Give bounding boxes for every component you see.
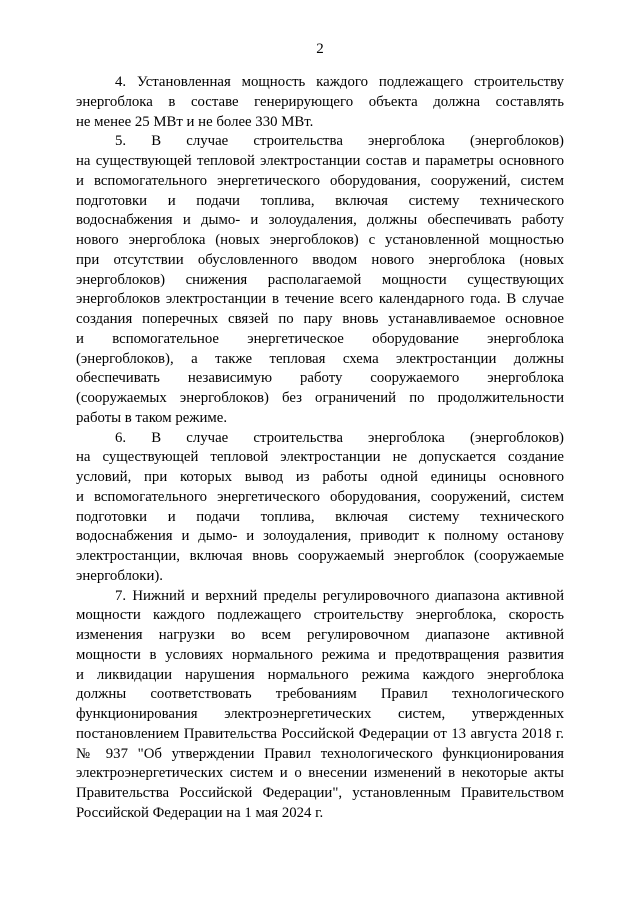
text-line: изменения нагрузки во всем регулировочном диапазоне активной	[76, 627, 564, 643]
text-line: мощности каждого подлежащего строительству энергоблока, скорость	[76, 607, 564, 624]
text-line: и вспомогательного энергетического оборудования, сооружений, систем	[76, 488, 564, 505]
text-line: мощности в условиях нормального режима и предотвращения развития	[76, 646, 564, 663]
text-line: работы в таком режиме.	[76, 409, 228, 426]
text-line: 4. Установленная мощность каждого подлежащего строительству	[115, 74, 564, 90]
text-line: на существующей тепловой электростанции не допускается создание	[76, 449, 564, 466]
text-line: электроэнергетических систем и о внесении изменений в некоторые акты	[76, 765, 564, 782]
text-line: подготовки и подачи топлива, включая систему технического	[76, 508, 564, 525]
text-line: (сооружаемых энергоблоков) без ограничений по продолжительности	[76, 390, 564, 406]
text-line: не менее 25 МВт и не более 330 МВт.	[76, 113, 314, 130]
paragraph-item-4	[76, 73, 564, 132]
text-line: нового энергоблока (новых энергоблоков) с установленной мощностью	[76, 232, 564, 248]
text-line: водоснабжения и дымо- и золоудаления, приводит к полному останову	[76, 528, 564, 545]
text-line: должны соответствовать требованиям Правил технологического	[76, 686, 564, 703]
text-line: энергоблоков электростанции в течение всего календарного года. В случае	[76, 291, 564, 308]
text-line: и вспомогательное энергетическое оборудование энергоблока	[76, 330, 564, 347]
text-line: и ликвидации нарушения нормального режима каждого энергоблока	[76, 666, 564, 683]
text-line: функционирования электроэнергетических систем, утвержденных	[76, 706, 564, 722]
paragraph-item-5	[76, 132, 564, 428]
document-body	[76, 73, 564, 824]
paragraph-item-7	[76, 587, 564, 824]
text-line: и вспомогательного энергетического оборудования, сооружений, систем	[76, 172, 564, 189]
text-line: 6. В случае строительства энергоблока (энергоблоков)	[115, 429, 564, 446]
text-line: (энергоблоков), а также тепловая схема электростанции должны	[76, 350, 564, 367]
text-line: электростанции, включая вновь сооружаемый энергоблок (сооружаемые	[76, 548, 564, 564]
text-line: энергоблока в составе генерирующего объекта должна составлять	[76, 93, 564, 110]
text-line: на существующей тепловой электростанции состав и параметры основного	[76, 153, 564, 169]
page-number: 2	[316, 41, 324, 57]
text-line: 7. Нижний и верхний пределы регулировочного диапазона активной	[115, 587, 564, 604]
text-line: при отсутствии обусловленного вводом нового энергоблока (новых	[76, 251, 564, 268]
text-line: Правительства Российской Федерации", установленным Правительством	[76, 785, 564, 801]
text-line: энергоблоков) снижения располагаемой мощности существующих	[76, 271, 564, 288]
text-line: 5. В случае строительства энергоблока (энергоблоков)	[115, 133, 564, 150]
text-line: Российской Федерации на 1 мая 2024 г.	[76, 804, 324, 821]
text-line: водоснабжения и дымо- и золоудаления, должны обеспечивать работу	[76, 212, 564, 229]
text-line: создания поперечных связей по пару вновь устанавливаемое основное	[76, 311, 564, 327]
text-line: энергоблоки).	[76, 567, 164, 584]
paragraph-item-6	[76, 429, 564, 587]
text-line: постановлением Правительства Российской Федерации от 13 августа 2018 г.	[76, 725, 564, 742]
text-line: обеспечивать независимую работу сооружаемого энергоблока	[76, 370, 564, 387]
text-line: № 937 "Об утверждении Правил технологического функционирования	[76, 745, 564, 762]
text-line: подготовки и подачи топлива, включая систему технического	[76, 192, 564, 209]
text-line: условий, при которых вывод из работы одной единицы основного	[76, 469, 564, 485]
